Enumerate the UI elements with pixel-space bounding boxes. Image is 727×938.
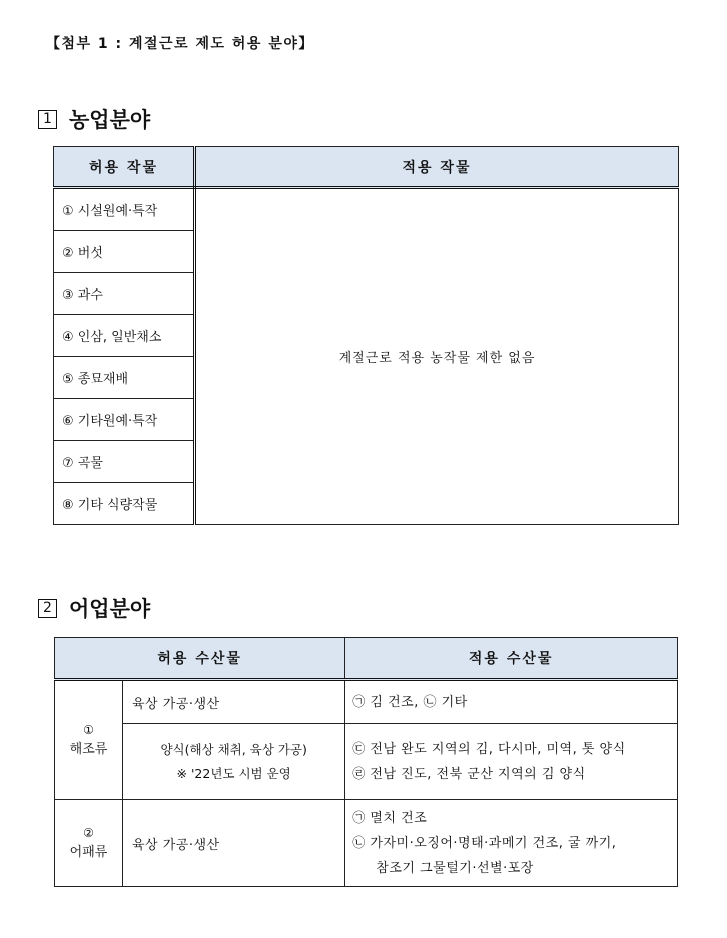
category-number: ② (83, 826, 94, 840)
category-number: ① (83, 723, 94, 737)
header-allowed-crops: 허용 작물 (54, 147, 195, 188)
crop-item: ③ 과수 (54, 273, 195, 315)
crop-item: ⑧ 기타 식량작물 (54, 483, 195, 525)
category-label: 어패류 (69, 845, 108, 860)
applied-line: ㉢ 전남 완도 지역의 김, 다시마, 미역, 톳 양식 (352, 741, 626, 757)
category-seaweed (55, 680, 123, 800)
applied-cell (345, 724, 678, 800)
fishery-table (54, 637, 678, 887)
header-applied-crops: 적용 작물 (195, 147, 679, 188)
category-shellfish (55, 800, 123, 887)
section-2-title: 어업분야 (69, 597, 151, 621)
applied-cell: ㉠ 김 건조, ㉡ 기타 (345, 680, 678, 724)
section-1-number: 1 (38, 110, 57, 129)
applied-crops-cell: 계절근로 적용 농작물 제한 없음 (195, 188, 679, 525)
agriculture-header-row (54, 147, 679, 188)
category-label: 해조류 (69, 742, 108, 757)
fishery-header-row (55, 638, 678, 680)
subcategory-cell: 육상 가공·생산 (123, 680, 345, 724)
table-row (55, 800, 678, 887)
header-applied-marine: 적용 수산물 (345, 638, 678, 680)
section-1-title: 농업분야 (69, 108, 151, 132)
crop-item: ② 버섯 (54, 231, 195, 273)
section-2-heading (38, 593, 150, 623)
agriculture-table (53, 146, 679, 525)
section-1-heading (38, 104, 150, 134)
table-row (54, 188, 679, 231)
applied-line: ㉠ 멸치 건조 (352, 810, 428, 826)
table-row (55, 724, 678, 800)
applied-line: ㉣ 전남 진도, 전북 군산 지역의 김 양식 (352, 766, 586, 782)
applied-cell (345, 800, 678, 887)
header-allowed-marine: 허용 수산물 (55, 638, 345, 680)
subcategory-cell: 육상 가공·생산 (123, 800, 345, 887)
table-row (55, 680, 678, 724)
attachment-title: 【첨부 1 : 계절근로 제도 허용 분야】 (46, 36, 314, 52)
pilot-note: ※ '22년도 시범 운영 (176, 765, 291, 781)
crop-item: ① 시설원예·특작 (54, 188, 195, 231)
crop-item: ⑦ 곡물 (54, 441, 195, 483)
crop-item: ⑥ 기타원예·특작 (54, 399, 195, 441)
subcategory-cell (123, 724, 345, 800)
applied-line: 참조기 그물털기·선별·포장 (376, 860, 534, 876)
crop-item: ④ 인삼, 일반채소 (54, 315, 195, 357)
crop-item: ⑤ 종묘재배 (54, 357, 195, 399)
subcategory-line: 양식(해상 채취, 육상 가공) (160, 741, 307, 757)
applied-line: ㉡ 가자미·오징어·명태·과메기 건조, 굴 까기, (352, 835, 617, 851)
section-2-number: 2 (38, 599, 57, 618)
